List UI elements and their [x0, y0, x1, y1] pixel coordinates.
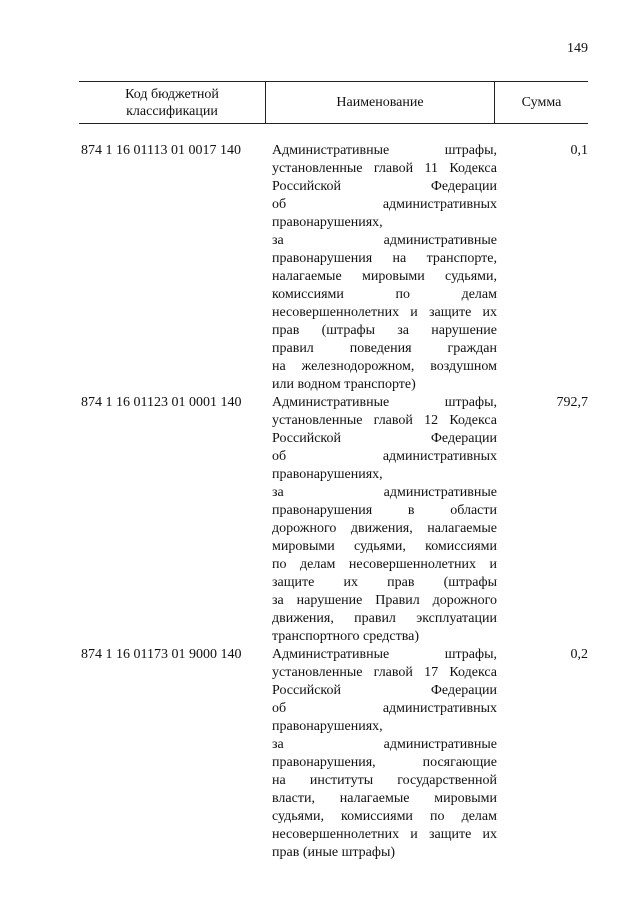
description-line: прав (иные штрафы) — [272, 845, 396, 860]
description-line: за нарушение Правил дорожного — [272, 593, 497, 608]
description-line: правонарушения в области — [272, 503, 497, 518]
description-line: за административные — [272, 233, 497, 248]
description-line: на железнодорожном, воздушном — [272, 359, 497, 374]
header-code — [79, 82, 266, 123]
table-body — [79, 142, 588, 862]
description-line: правонарушениях, — [272, 215, 383, 230]
description-line: по делам несовершеннолетних и — [272, 557, 497, 572]
description-line: установленные главой 11 Кодекса — [272, 161, 497, 176]
description-line: Административные штрафы, — [272, 395, 497, 410]
amount: 792,7 — [556, 395, 588, 410]
budget-code: 874 1 16 01123 01 0001 140 — [81, 395, 242, 410]
description-line: прав (штрафы за нарушение — [272, 323, 497, 338]
description-line: Российской Федерации — [272, 683, 497, 698]
description-line: транспортного средства) — [272, 629, 420, 644]
budget-code: 874 1 16 01173 01 9000 140 — [81, 647, 242, 662]
description — [272, 646, 497, 862]
table-row — [79, 646, 588, 862]
description-line: комиссиями по делам — [272, 287, 497, 302]
table-header — [79, 81, 588, 124]
amount: 0,2 — [570, 647, 588, 662]
table-row — [79, 394, 588, 646]
header-name: Наименование — [266, 82, 495, 123]
description-line: Административные штрафы, — [272, 143, 497, 158]
description-line: за административные — [272, 485, 497, 500]
description-line: установленные главой 17 Кодекса — [272, 665, 497, 680]
description-line: или водном транспорте) — [272, 377, 416, 392]
description-line: несовершеннолетних и защите их — [272, 305, 497, 320]
page-number: 149 — [567, 41, 588, 56]
description-line: об административных — [272, 449, 497, 464]
description-line: об административных — [272, 197, 497, 212]
description-line: на институты государственной — [272, 773, 497, 788]
description-line: власти, налагаемые мировыми — [272, 791, 497, 806]
description-line: правонарушениях, — [272, 719, 383, 734]
description-line: несовершеннолетних и защите их — [272, 827, 497, 842]
description-line: установленные главой 12 Кодекса — [272, 413, 497, 428]
budget-code: 874 1 16 01113 01 0017 140 — [81, 143, 241, 158]
description-line: правонарушениях, — [272, 467, 383, 482]
description-line: правонарушения, посягающие — [272, 755, 497, 770]
description-line: налагаемые мировыми судьями, — [272, 269, 497, 284]
header-sum: Сумма — [521, 95, 562, 110]
description-line: Российской Федерации — [272, 179, 497, 194]
amount: 0,1 — [570, 143, 588, 158]
table-row — [79, 142, 588, 394]
description-line: за административные — [272, 737, 497, 752]
description-line: Административные штрафы, — [272, 647, 497, 662]
description-line: Российской Федерации — [272, 431, 497, 446]
description — [272, 142, 497, 394]
description-line: движения, правил эксплуатации — [272, 611, 497, 626]
description-line: правил поведения граждан — [272, 341, 497, 356]
description-line: правонарушения на транспорте, — [272, 251, 497, 266]
description — [272, 394, 497, 646]
description-line: об административных — [272, 701, 497, 716]
description-line: судьями, комиссиями по делам — [272, 809, 497, 824]
description-line: дорожного движения, налагаемые — [272, 521, 497, 536]
header-code-line1: Код бюджетной — [125, 86, 219, 102]
description-line: мировыми судьями, комиссиями — [272, 539, 497, 554]
description-line: защите их прав (штрафы — [272, 575, 497, 590]
header-code-line2: классификации — [126, 103, 218, 119]
